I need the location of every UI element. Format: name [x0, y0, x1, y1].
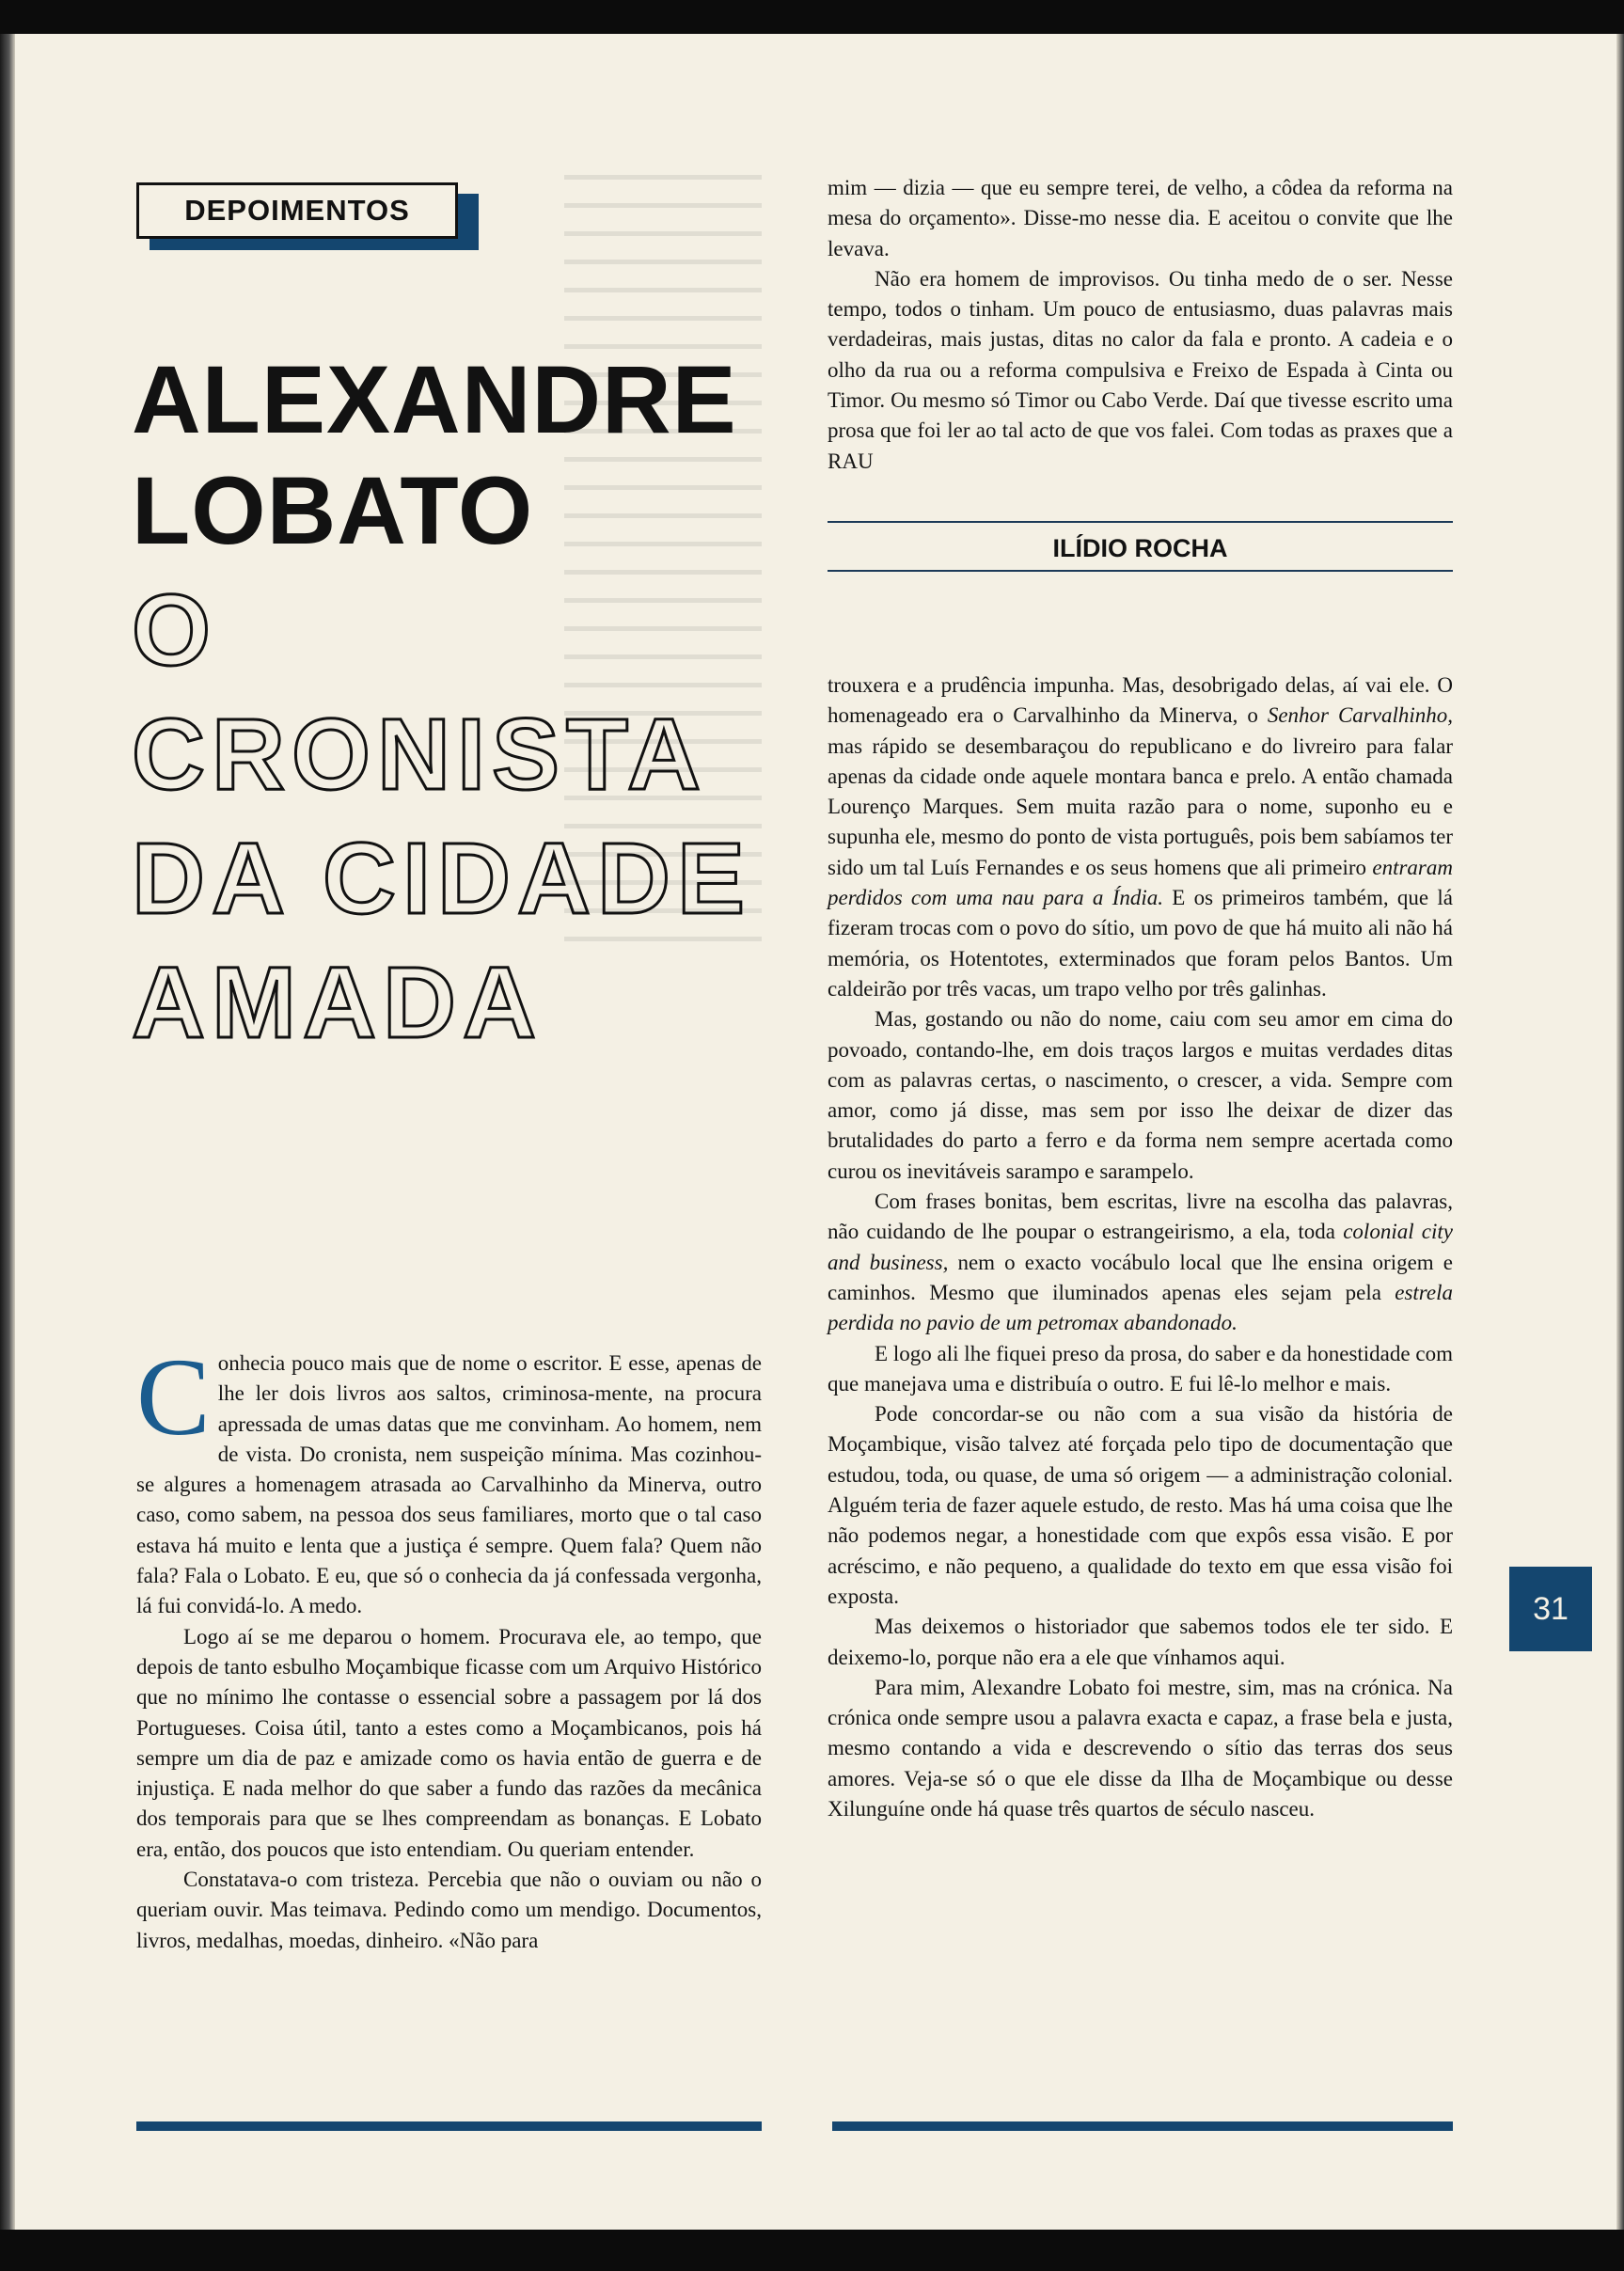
- drop-cap: C: [136, 1335, 211, 1459]
- section-tag-label: DEPOIMENTOS: [136, 182, 458, 239]
- paragraph-text: nem o exacto vocábulo local que lhe ensina origem e caminhos. Mesmo que iluminados apenas eles sejam pela: [828, 1250, 1454, 1304]
- body-paragraph: E logo ali lhe fiquei preso da prosa, do saber e da honestidade com que manejava uma e distribuía o outro. E fui lê-lo melhor e mais.: [828, 1341, 1453, 1396]
- paragraph-text: Com frases bonitas, bem escritas, livre na escolha das palavras, não cuidando de lhe poupar o estrangeirismo, a ela, toda: [828, 1190, 1453, 1244]
- body-column-left: [136, 1335, 762, 1956]
- subtitle-line-3: DA CIDADE: [132, 821, 752, 935]
- italic-text: colonial city and business,: [828, 1220, 1453, 1274]
- magazine-page: [0, 34, 1624, 2230]
- author-rule-bottom: [828, 570, 1453, 572]
- body-paragraph: Pode concordar-se ou não com a sua visão da história de Moçambique, visão talvez até forçada pelo tipo de documentação que estudou, toda, ou quase, de uma só origem — a administração colonial. Alguém teria de fazer aquele estudo, de resto. Mas há uma coisa que lhe não podemos negar, a honestidade com que expôs essa visão. E por acréscimo, e não pequeno, a qualidade do texto em que essa visão foi exposta.: [828, 1402, 1453, 1608]
- paragraph-text: E os primeiros também, que lá fizeram trocas com o povo do sítio, um povo de que há muito ali não há memória, os Hotentotes, exterminados que foram pelos Bantos. Um caldeirão por três vacas, um trapo velho por três galinhas.: [828, 886, 1453, 1001]
- author-byline: ILÍDIO ROCHA: [1052, 533, 1228, 562]
- subtitle-line-2: CRONISTA: [132, 697, 707, 811]
- body-paragraph: [828, 1187, 1453, 1338]
- body-paragraph: Mas, gostando ou não do nome, caiu com seu amor em cima do povoado, contando-lhe, em dois traços largos e muitas verdades ditas com as palavras certas, o nascimento, o crescer, a vida. Sempre com amor, como já disse, mas sem por isso lhe deixar de dizer das brutalidades do parto a ferro e da forma nem sempre acertada como curou os inevitáveis sarampo e sarampelo.: [828, 1007, 1453, 1183]
- body-paragraph: Constatava-o com tristeza. Percebia que não o ouviam ou não o queriam ouvir. Mas teimava. Pedindo como um mendigo. Documentos, livros, medalhas, moedas, dinheiro. «Não para: [136, 1868, 762, 1952]
- italic-text: entraram perdidos com uma nau para a Índia.: [828, 855, 1453, 910]
- body-paragraph: mim — dizia — que eu sempre terei, de velho, a côdea da reforma na mesa do orçamento». Disse-mo nesse dia. E aceitou o convite que lhe levava.: [828, 176, 1453, 260]
- bottom-rule-left: [136, 2121, 762, 2131]
- article-title: [132, 344, 752, 566]
- author-rule-top: [828, 521, 1453, 523]
- paragraph-text: onhecia pouco mais que de nome o escritor. E esse, apenas de lhe ler dois livros aos saltos, criminosa-mente, na procura apressada de umas datas que me convinham. Ao homem, nem de vista. Do cronista, nem suspeição mínima. Mas cozinhou-se algures a homenagem atrasada ao Carvalhinho da Minerva, outro caso, como sabem, na pessoa dos seus familiares, morto que o tal caso estava há muito e lenta que a justiça é sempre. Quem fala? Quem não fala? Fala o Lobato. E eu, que só o conhecia da já confessada vergonha, lá fui convidá-lo. A medo.: [136, 1351, 762, 1618]
- body-paragraph: Logo aí se me deparou o homem. Procurava ele, ao tempo, que depois de tanto esbulho Moçambique ficasse com um Arquivo Histórico que no mínimo lhe contasse o essencial sobre a passagem por lá dos Portugueses. Coisa útil, tanto a estes como a Moçambicanos, pois há sempre um dia de paz e amizade como os havia então de guerra e de injustiça. E nada melhor do que saber a fundo das razões da mecânica dos temporais para que se lhes compreendam as bonanças. E Lobato era, então, dos poucos que isto entendiam. Ou queriam entender.: [136, 1624, 762, 1861]
- body-column-right-top: [828, 173, 1453, 477]
- binding-gutter: [0, 34, 15, 2230]
- italic-text: estrela perdida no pavio de um petromax abandonado.: [828, 1280, 1453, 1335]
- body-paragraph: Mas deixemos o historiador que sabemos todos ele ter sido. E deixemo-lo, porque não era a ele que vínhamos aqui.: [828, 1615, 1453, 1669]
- section-tag: [136, 147, 480, 260]
- article-subtitle: [132, 568, 752, 1065]
- body-paragraph: [136, 1335, 762, 1622]
- paragraph-text: trouxera e a prudência impunha. Mas, desobrigado delas, aí vai ele. O homenageado era o Carvalhinho da Minerva, o: [828, 673, 1453, 728]
- body-paragraph: [828, 670, 1453, 1004]
- body-paragraph: Não era homem de improvisos. Ou tinha medo de o ser. Nesse tempo, todos o tinham. Um pouco de entusiasmo, duas palavras mais verdadeiras, mais justas, ditas no calor da fala e pronto. A cadeia e o olho da rua ou a reforma compulsiva e Freixo de Espada à Cinta ou Timor. Ou mesmo só Timor ou Cabo Verde. Daí que tivesse escrito uma prosa que foi ler ao tal acto de que vos falei. Com todas as praxes que a RAU: [828, 266, 1453, 473]
- body-column-right-bottom: [828, 670, 1453, 1824]
- page-number: 31: [1509, 1567, 1592, 1651]
- subtitle-line-4: AMADA: [132, 945, 543, 1059]
- paragraph-text: mas rápido se desembaraçou do republicano e do livreiro para falar apenas da cidade onde aquele montara banca e prelo. A então chamada Lourenço Marques. Sem muita razão para o nome, suponho eu e supunha ele, mesmo do ponto de vista português, pois bem sabíamos ter sido um tal Luís Fernandes e os seus homens que ali primeiro: [828, 733, 1453, 879]
- title-line-2: LOBATO: [132, 457, 534, 564]
- page-edge: [1616, 34, 1624, 2230]
- italic-text: Senhor Carvalhinho,: [1267, 703, 1453, 728]
- body-paragraph: Para mim, Alexandre Lobato foi mestre, sim, mas na crónica. Na crónica onde sempre usou a palavra exacta e capaz, a frase bela e justa, mesmo contando a vida e descrevendo o sítio das terras dos seus amores. Veja-se só o que ele disse da Ilha de Moçambique ou desse Xilunguíne onde há quase três quartos de século nasceu.: [828, 1675, 1453, 1821]
- bottom-rule-right: [832, 2121, 1453, 2131]
- title-line-1: ALEXANDRE: [132, 346, 737, 453]
- subtitle-line-1: O: [132, 573, 218, 686]
